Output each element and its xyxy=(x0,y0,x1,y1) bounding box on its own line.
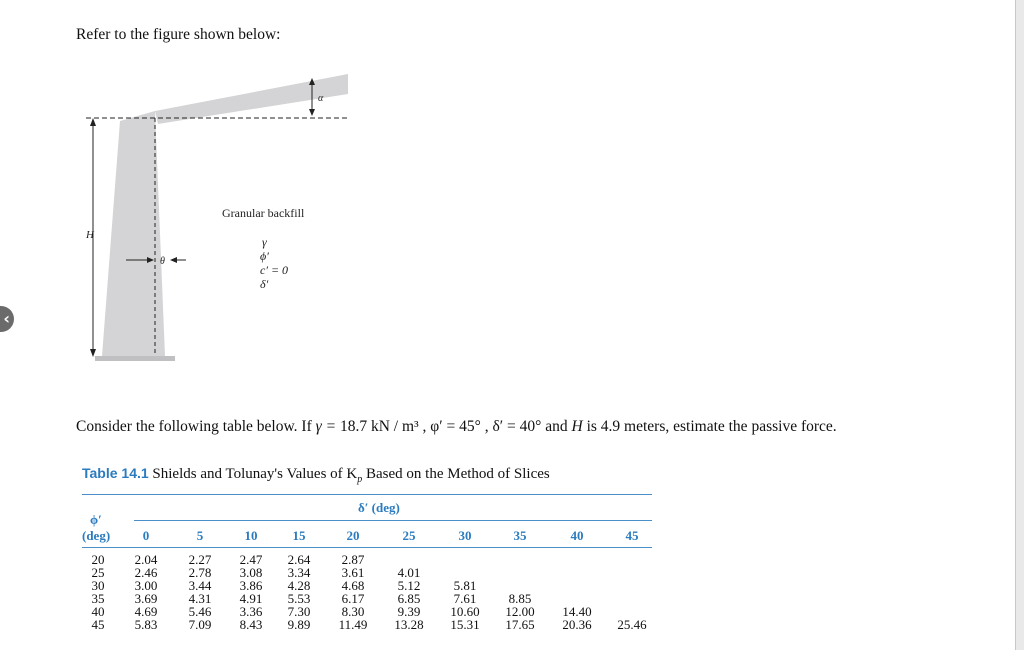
table-cell: 9.89 xyxy=(287,617,311,632)
column-header-35: 35 xyxy=(513,528,527,543)
theta-label: θ xyxy=(160,256,165,267)
table-cell: 3.00 xyxy=(134,578,158,593)
column-header-20: 20 xyxy=(346,528,360,543)
phi-header-unit: (deg) xyxy=(82,528,111,543)
table-cell: 3.86 xyxy=(239,578,263,593)
table-label: Table 14.1 xyxy=(82,465,149,481)
question-tail: , estimate the passive force. xyxy=(665,418,837,435)
column-header-15: 15 xyxy=(292,528,306,543)
question-gamma-value: 18.7 xyxy=(339,418,368,435)
table-cell: 10.60 xyxy=(450,604,480,619)
column-header-5: 5 xyxy=(196,528,204,543)
table-cell: 2.78 xyxy=(188,565,212,580)
back-arrow-icon[interactable]: ‹ xyxy=(0,306,14,332)
phi-header-symbol: ϕ′ xyxy=(90,512,102,527)
row-label-phi-25: 25 xyxy=(91,565,105,580)
table-title-text: Shields and Tolunay's Values of K xyxy=(148,466,358,482)
wall-shape xyxy=(102,111,165,356)
table-cell: 2.87 xyxy=(341,552,365,567)
table-cell: 6.17 xyxy=(341,591,365,606)
table-cell: 4.28 xyxy=(287,578,311,593)
alpha-label: α xyxy=(318,93,324,104)
table-cell: 5.53 xyxy=(287,591,311,606)
table-cell: 12.00 xyxy=(505,604,535,619)
table-cell: 25.46 xyxy=(617,617,647,632)
column-header-0: 0 xyxy=(142,528,150,543)
table-cell: 2.04 xyxy=(134,552,158,567)
table-cell: 7.30 xyxy=(287,604,311,619)
question-text xyxy=(76,418,837,436)
table-cell: 11.49 xyxy=(338,617,368,632)
intro-text: Refer to the figure shown below: xyxy=(76,26,281,43)
question-is: is xyxy=(582,418,601,435)
row-label-phi-35: 35 xyxy=(91,591,105,606)
table-cell: 3.36 xyxy=(239,604,263,619)
table-top-rule xyxy=(82,494,652,495)
table-title-tail: Based on the Method of Slices xyxy=(362,466,550,482)
delta-header: δ′ (deg) xyxy=(358,500,400,515)
alpha-arrow-down xyxy=(309,109,315,116)
table-cell: 2.64 xyxy=(287,552,311,567)
table-cell: 20.36 xyxy=(562,617,592,632)
column-header-30: 30 xyxy=(458,528,472,543)
page-edge xyxy=(1015,0,1024,650)
table-cell: 15.31 xyxy=(450,617,480,632)
retaining-wall-figure xyxy=(80,66,360,396)
question-h-var: H xyxy=(571,418,583,435)
table-cell: 14.40 xyxy=(562,604,592,619)
table-cell: 2.27 xyxy=(188,552,212,567)
column-header-rule xyxy=(82,547,652,548)
table-cell: 4.68 xyxy=(341,578,365,593)
question-phi-expr: , φ′ = 45° , δ′ = 40° xyxy=(418,418,546,435)
row-label-phi-40: 40 xyxy=(91,604,105,619)
table-cell: 8.30 xyxy=(341,604,365,619)
h-arrow-down xyxy=(90,349,96,357)
table-cell: 2.47 xyxy=(239,552,263,567)
table-cell: 13.28 xyxy=(394,617,424,632)
h-arrow-up xyxy=(90,118,96,126)
question-h-value: 4.9 xyxy=(600,418,621,435)
wall-base xyxy=(95,356,175,361)
table-cell: 4.01 xyxy=(397,565,421,580)
question-gamma-unit: kN / m³ xyxy=(367,418,419,435)
table-cell: 8.85 xyxy=(508,591,532,606)
backfill-label: Granular backfill xyxy=(222,206,305,220)
h-label: H xyxy=(86,229,94,241)
table-cell: 7.61 xyxy=(453,591,477,606)
theta-arrow-right-head xyxy=(170,257,177,263)
c-label: c′ = 0 xyxy=(260,263,289,277)
table-cell: 3.34 xyxy=(287,565,311,580)
column-header-25: 25 xyxy=(402,528,416,543)
row-label-phi-20: 20 xyxy=(91,552,105,567)
table-cell: 7.09 xyxy=(188,617,212,632)
table-cell: 4.91 xyxy=(239,591,263,606)
table-cell: 5.46 xyxy=(188,604,212,619)
question-h-unit: meters xyxy=(620,418,666,435)
table-cell: 5.12 xyxy=(397,578,421,593)
table-cell: 3.61 xyxy=(341,565,365,580)
column-header-45: 45 xyxy=(625,528,639,543)
table-cell: 4.31 xyxy=(188,591,212,606)
table-cell: 17.65 xyxy=(505,617,535,632)
column-header-40: 40 xyxy=(570,528,584,543)
phi-label: ϕ′ xyxy=(260,249,269,263)
table-cell: 5.81 xyxy=(453,578,477,593)
row-label-phi-30: 30 xyxy=(91,578,105,593)
gamma-label: γ xyxy=(262,235,267,249)
row-label-phi-45: 45 xyxy=(91,617,105,632)
table-cell: 5.83 xyxy=(134,617,158,632)
table-cell: 6.85 xyxy=(397,591,421,606)
question-part1: Consider the following table below. If xyxy=(76,418,316,435)
table-cell: 8.43 xyxy=(239,617,263,632)
table-cell: 3.08 xyxy=(239,565,263,580)
delta-label: δ′ xyxy=(260,277,269,291)
question-gamma: γ = xyxy=(315,418,340,435)
table-cell: 3.69 xyxy=(134,591,158,606)
question-and: and xyxy=(545,418,572,435)
table-cell: 2.46 xyxy=(134,565,158,580)
table-cell: 9.39 xyxy=(397,604,421,619)
table-title-sub: p xyxy=(357,474,363,485)
table-title xyxy=(82,465,550,485)
table-cell: 4.69 xyxy=(134,604,158,619)
column-header-10: 10 xyxy=(244,528,258,543)
table-cell: 3.44 xyxy=(188,578,212,593)
delta-header-rule xyxy=(134,520,652,521)
